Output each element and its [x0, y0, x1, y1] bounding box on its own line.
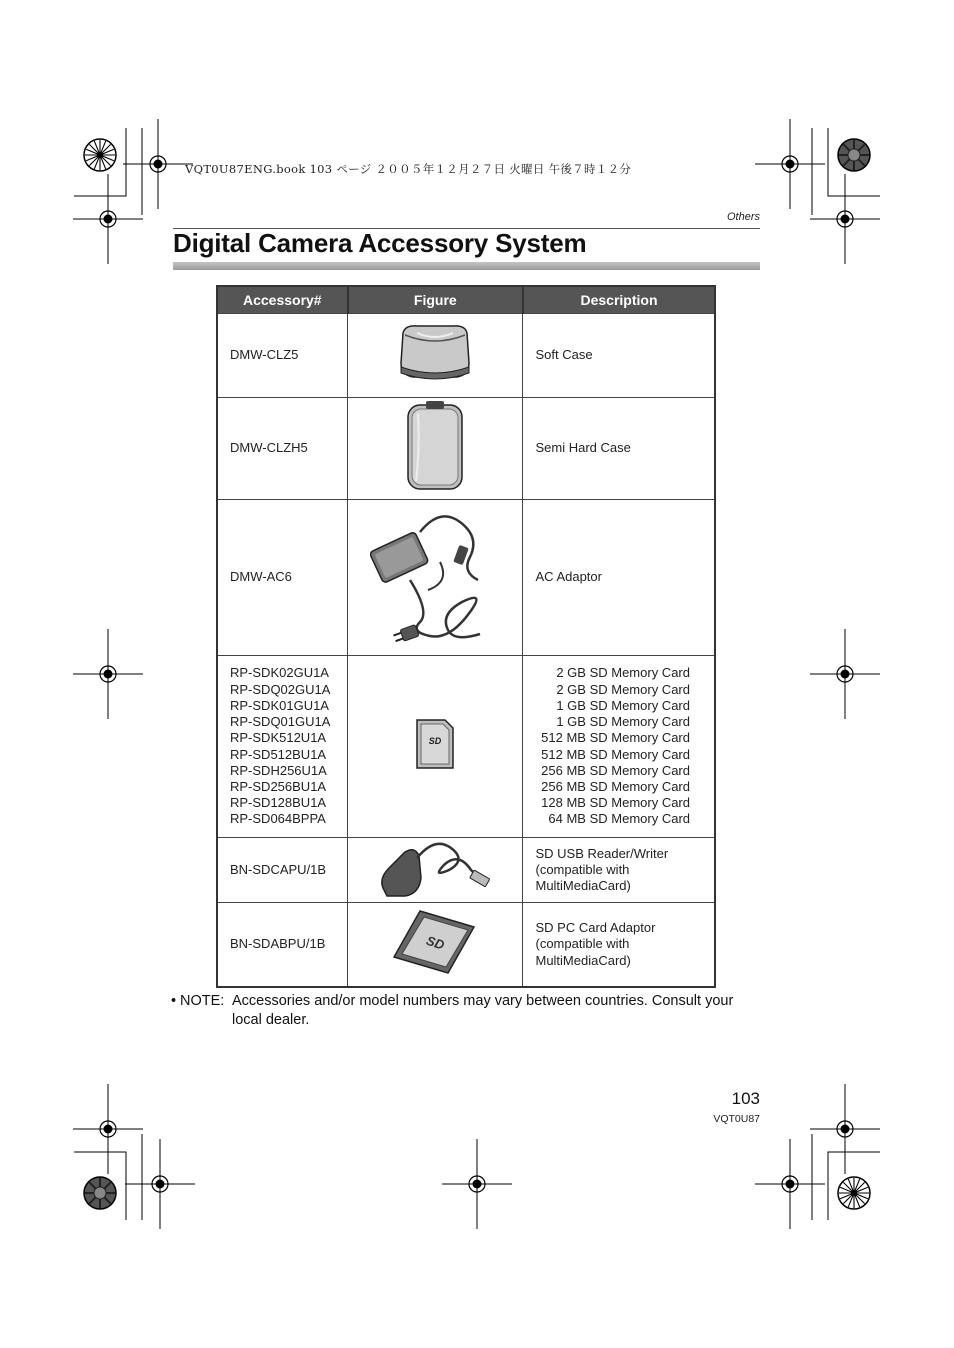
figure-cell — [348, 903, 523, 987]
table-row — [217, 314, 715, 398]
table-row — [217, 656, 715, 838]
model-cell: DMW-CLZ5 — [217, 314, 348, 398]
model-cell: DMW-CLZH5 — [217, 398, 348, 500]
header-accessory: Accessory# — [217, 286, 348, 314]
header-description: Description — [523, 286, 715, 314]
usb-reader-figure — [375, 838, 495, 898]
figure-cell — [348, 656, 523, 838]
figure-cell — [348, 314, 523, 398]
model-cell: DMW-AC6 — [217, 500, 348, 656]
table-row — [217, 903, 715, 987]
figure-cell — [348, 500, 523, 656]
page-number: 103 — [731, 1089, 760, 1108]
sd-card-figure — [415, 718, 455, 770]
description-cell: SD USB Reader/Writer (compatible with MultiMediaCard) — [523, 838, 715, 903]
description-cell: AC Adaptor — [523, 500, 715, 656]
description-cell: Soft Case — [523, 314, 715, 398]
figure-cell — [348, 838, 523, 903]
figure-cell — [348, 398, 523, 500]
print-header: VQT0U87ENG.book 103 ページ ２００５年１２月２７日 火曜日 午後７時１２分 — [185, 162, 632, 176]
description-cell: Semi Hard Case — [523, 398, 715, 500]
note-label: NOTE: — [180, 993, 225, 1009]
model-cell: BN-SDCAPU/1B — [217, 838, 348, 903]
table-row — [217, 398, 715, 500]
sd-logo: SD — [429, 736, 442, 747]
header-figure: Figure — [348, 286, 523, 314]
title-underline-bar — [173, 262, 760, 270]
model-cell: RP-SDK02GU1A RP-SDQ02GU1A RP-SDK01GU1A RP-SDQ01GU1A RP-SDK512U1A RP-SD512BU1A RP-SDH256U1A RP-SD256BU1A RP-SD128BU1A RP-SD064BPPA — [217, 656, 348, 838]
pc-card-adaptor-figure — [390, 907, 480, 977]
note-text: Accessories and/or model numbers may vary between countries. Consult your local dealer. — [232, 993, 734, 1028]
table-row — [217, 500, 715, 656]
doc-code: VQT0U87 — [713, 1113, 760, 1125]
ac-adaptor-figure — [370, 502, 500, 648]
note-bullet: • — [171, 993, 177, 1009]
model-cell: BN-SDABPU/1B — [217, 903, 348, 987]
table-row — [217, 838, 715, 903]
accessory-table — [216, 285, 716, 988]
soft-case-figure — [397, 323, 473, 383]
description-cell — [523, 656, 715, 838]
pc-card-sd-logo: SD — [424, 933, 447, 953]
section-label: Others — [726, 211, 760, 223]
page-title: Digital Camera Accessory System — [173, 228, 587, 258]
description-cell: SD PC Card Adaptor (compatible with MultiMediaCard) — [523, 903, 715, 987]
semi-hard-case-figure — [400, 399, 470, 493]
description-list: 2 GB SD Memory Card 2 GB SD Memory Card 1 GB SD Memory Card 1 GB SD Memory Card 512 MB SD Memory Card 512 MB SD Memory Card 256 MB SD Memory Card 256 MB SD Memory Card 128 MB SD Memory Card 64 MB SD Memory Card — [541, 665, 690, 827]
table-header-row — [217, 286, 715, 314]
